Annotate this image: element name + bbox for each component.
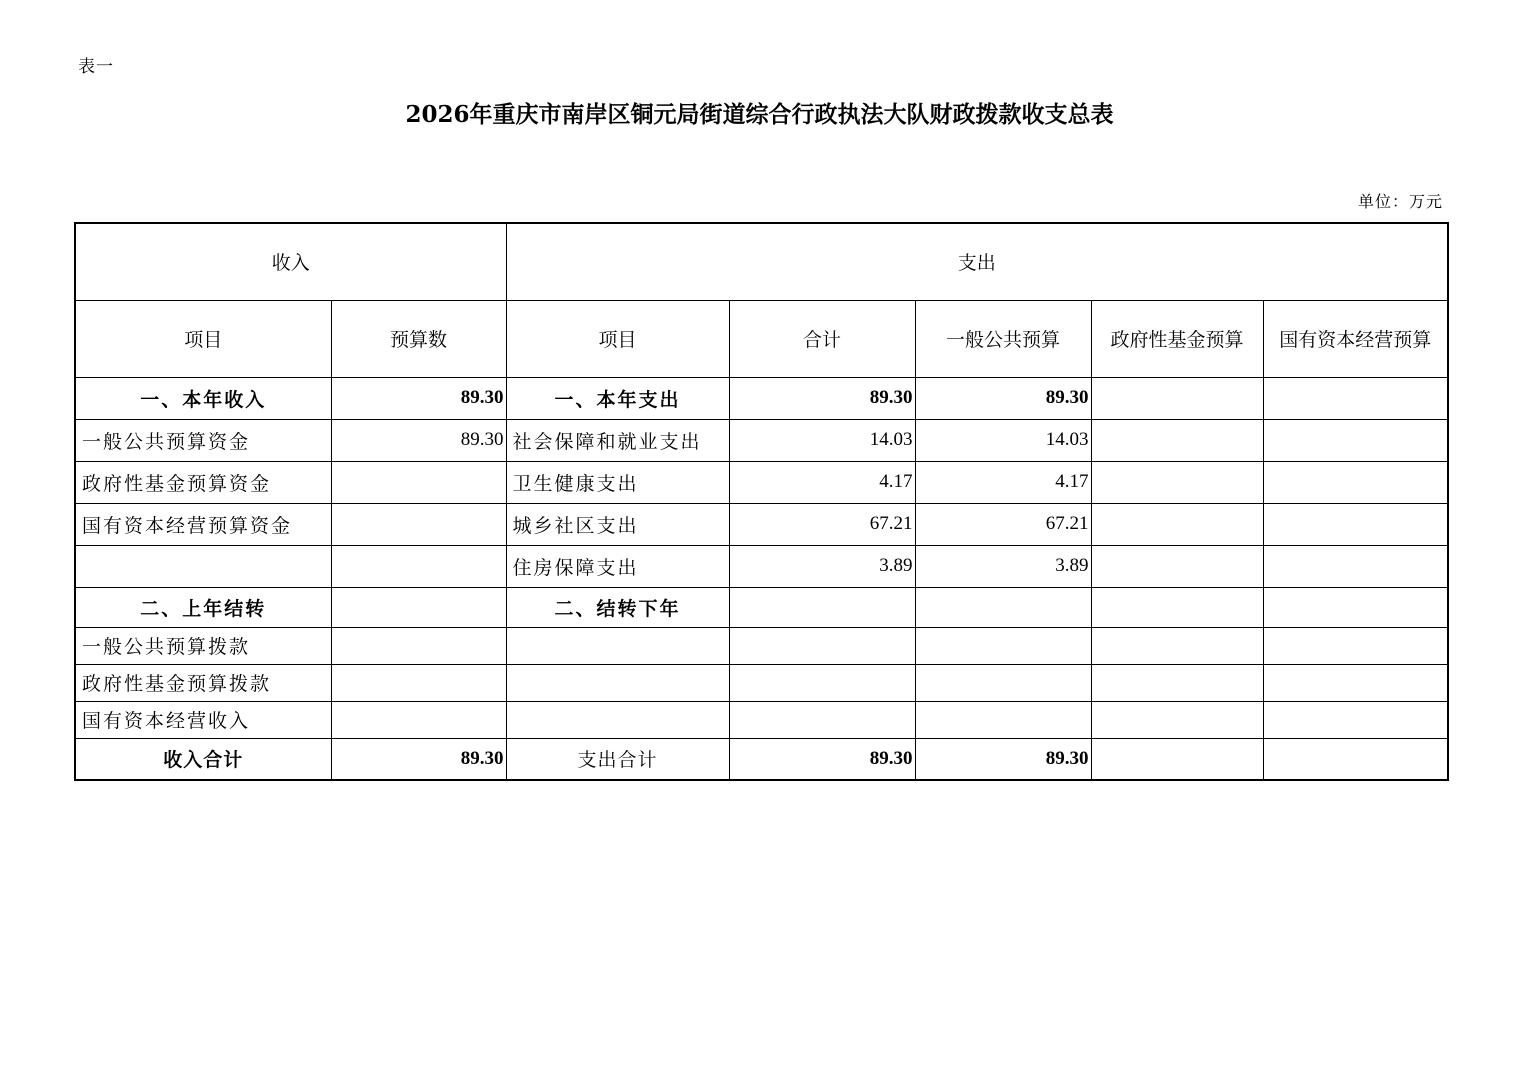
total-cell: 3.89 xyxy=(729,545,915,587)
expense-item-cell: 城乡社区支出 xyxy=(506,503,729,545)
page-title: 2026年重庆市南岸区铜元局街道综合行政执法大队财政拨款收支总表 xyxy=(405,101,1114,128)
col-header-income-budget: 预算数 xyxy=(331,300,506,377)
gov-fund-cell xyxy=(1091,701,1263,738)
expense-group-header: 支出 xyxy=(506,223,1448,300)
gov-fund-cell xyxy=(1091,587,1263,627)
total-cell xyxy=(729,627,915,664)
budget-summary-table xyxy=(74,222,1449,781)
col-header-income-item: 项目 xyxy=(75,300,331,377)
income-budget-cell xyxy=(331,503,506,545)
expense-total-label: 支出合计 xyxy=(506,738,729,780)
income-budget-cell xyxy=(331,545,506,587)
income-item-cell: 一般公共预算拨款 xyxy=(75,627,331,664)
general-public-cell: 89.30 xyxy=(915,377,1091,419)
expense-item-cell: 社会保障和就业支出 xyxy=(506,419,729,461)
table-row xyxy=(75,664,1448,701)
expense-item-cell xyxy=(506,664,729,701)
state-capital-cell xyxy=(1263,545,1448,587)
income-item-cell: 一、本年收入 xyxy=(75,377,331,419)
expense-item-cell: 一、本年支出 xyxy=(506,377,729,419)
table-row xyxy=(75,503,1448,545)
total-cell xyxy=(729,587,915,627)
income-item-cell: 一般公共预算资金 xyxy=(75,419,331,461)
expense-item-cell: 二、结转下年 xyxy=(506,587,729,627)
col-header-general-public: 一般公共预算 xyxy=(915,300,1091,377)
income-budget-cell: 89.30 xyxy=(331,419,506,461)
gov-fund-cell xyxy=(1091,627,1263,664)
general-public-cell: 3.89 xyxy=(915,545,1091,587)
state-capital-cell xyxy=(1263,587,1448,627)
table-row xyxy=(75,419,1448,461)
income-item-cell: 国有资本经营预算资金 xyxy=(75,503,331,545)
total-cell: 67.21 xyxy=(729,503,915,545)
state-capital-cell xyxy=(1263,461,1448,503)
gov-fund-cell xyxy=(1091,377,1263,419)
expense-total-value: 89.30 xyxy=(729,738,915,780)
table-row xyxy=(75,587,1448,627)
table-row xyxy=(75,461,1448,503)
income-item-cell xyxy=(75,545,331,587)
total-cell: 14.03 xyxy=(729,419,915,461)
income-budget-cell xyxy=(331,627,506,664)
table-row xyxy=(75,545,1448,587)
group-header-row xyxy=(75,223,1448,300)
gov-fund-cell xyxy=(1091,503,1263,545)
expense-item-cell xyxy=(506,627,729,664)
general-public-cell: 67.21 xyxy=(915,503,1091,545)
col-header-expense-item: 项目 xyxy=(506,300,729,377)
expense-item-cell xyxy=(506,701,729,738)
general-public-cell: 14.03 xyxy=(915,419,1091,461)
state-capital-cell xyxy=(1263,627,1448,664)
general-public-cell xyxy=(915,627,1091,664)
income-group-header: 收入 xyxy=(75,223,506,300)
table-row xyxy=(75,377,1448,419)
column-header-row xyxy=(75,300,1448,377)
income-budget-cell xyxy=(331,701,506,738)
total-row xyxy=(75,738,1448,780)
gov-fund-cell xyxy=(1091,545,1263,587)
total-cell: 89.30 xyxy=(729,377,915,419)
state-capital-total-value xyxy=(1263,738,1448,780)
table-row xyxy=(75,627,1448,664)
income-item-cell: 二、上年结转 xyxy=(75,587,331,627)
expense-item-cell: 住房保障支出 xyxy=(506,545,729,587)
col-header-total: 合计 xyxy=(729,300,915,377)
income-budget-cell: 89.30 xyxy=(331,377,506,419)
table-label: 表一 xyxy=(78,57,114,77)
income-total-value: 89.30 xyxy=(331,738,506,780)
income-budget-cell xyxy=(331,664,506,701)
income-item-cell: 政府性基金预算拨款 xyxy=(75,664,331,701)
expense-item-cell: 卫生健康支出 xyxy=(506,461,729,503)
gov-fund-cell xyxy=(1091,419,1263,461)
general-public-cell xyxy=(915,701,1091,738)
income-item-cell: 国有资本经营收入 xyxy=(75,701,331,738)
total-cell: 4.17 xyxy=(729,461,915,503)
gov-fund-total-value xyxy=(1091,738,1263,780)
state-capital-cell xyxy=(1263,503,1448,545)
state-capital-cell xyxy=(1263,419,1448,461)
income-item-cell: 政府性基金预算资金 xyxy=(75,461,331,503)
general-public-cell xyxy=(915,587,1091,627)
general-public-cell: 4.17 xyxy=(915,461,1091,503)
income-total-label: 收入合计 xyxy=(75,738,331,780)
gov-fund-cell xyxy=(1091,664,1263,701)
unit-label: 单位：万元 xyxy=(1357,192,1443,211)
col-header-state-capital: 国有资本经营预算 xyxy=(1263,300,1448,377)
table-row xyxy=(75,701,1448,738)
total-cell xyxy=(729,664,915,701)
general-public-total-value: 89.30 xyxy=(915,738,1091,780)
general-public-cell xyxy=(915,664,1091,701)
gov-fund-cell xyxy=(1091,461,1263,503)
state-capital-cell xyxy=(1263,664,1448,701)
state-capital-cell xyxy=(1263,701,1448,738)
income-budget-cell xyxy=(331,587,506,627)
col-header-gov-fund: 政府性基金预算 xyxy=(1091,300,1263,377)
income-budget-cell xyxy=(331,461,506,503)
total-cell xyxy=(729,701,915,738)
state-capital-cell xyxy=(1263,377,1448,419)
